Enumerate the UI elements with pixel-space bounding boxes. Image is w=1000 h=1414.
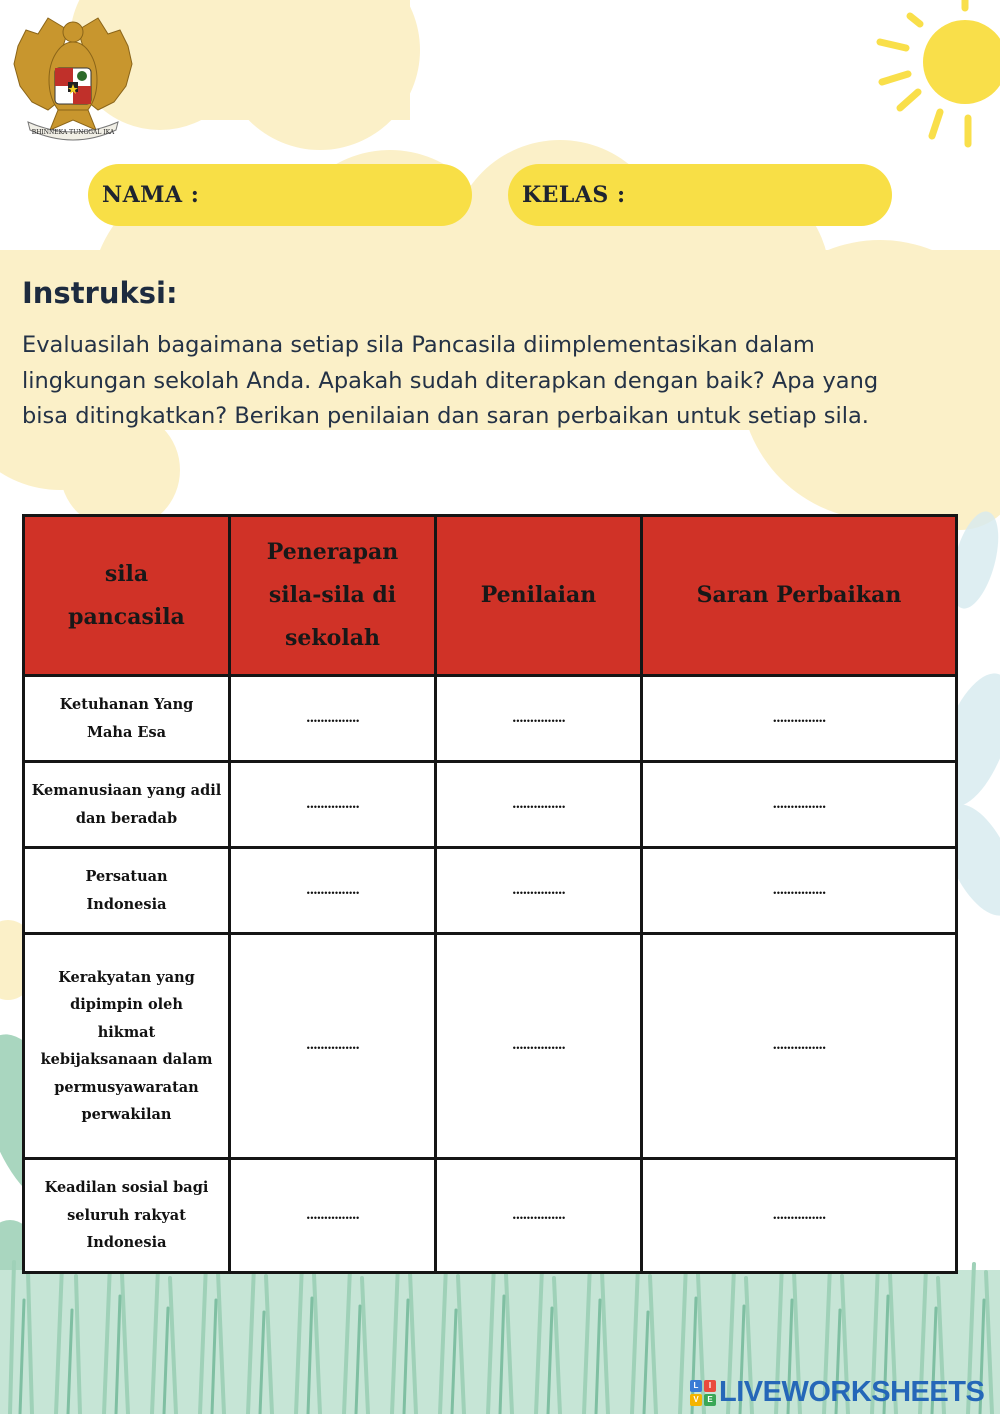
instructions-title: Instruksi: [22, 276, 178, 310]
nama-label: NAMA : [102, 182, 200, 208]
penerapan-input[interactable]: ............... [230, 676, 436, 762]
sun-icon [870, 0, 1000, 150]
header-penerapan: Penerapan sila-sila di sekolah [230, 516, 436, 676]
table-row [24, 934, 957, 1159]
saran-input[interactable]: ............... [642, 848, 957, 934]
logo-squares-icon: L I V E [690, 1380, 716, 1406]
saran-input[interactable]: ............... [642, 676, 957, 762]
penilaian-input[interactable]: ............... [436, 1159, 642, 1273]
sila-cell: Kerakyatan yang dipimpin oleh hikmat kebijaksanaan dalam permusyawaratan perwakilan [24, 934, 230, 1159]
penilaian-input[interactable]: ............... [436, 762, 642, 848]
saran-input[interactable]: ............... [642, 1159, 957, 1273]
sila-cell: Persatuan Indonesia [24, 848, 230, 934]
evaluation-table [22, 514, 958, 1274]
table-row [24, 1159, 957, 1273]
penerapan-input[interactable]: ............... [230, 1159, 436, 1273]
liveworksheets-logo [690, 1376, 984, 1409]
header-saran-perbaikan: Saran Perbaikan [642, 516, 957, 676]
table-header-row [24, 516, 957, 676]
liveworksheets-brand: LIVEWORKSHEETS [719, 1376, 985, 1408]
sila-cell: Keadilan sosial bagi seluruh rakyat Indonesia [24, 1159, 230, 1273]
table-row [24, 676, 957, 762]
saran-input[interactable]: ............... [642, 934, 957, 1159]
penerapan-input[interactable]: ............... [230, 762, 436, 848]
sila-cell: Kemanusiaan yang adil dan beradab [24, 762, 230, 848]
kelas-label: KELAS : [522, 182, 626, 208]
sila-cell: Ketuhanan Yang Maha Esa [24, 676, 230, 762]
penerapan-input[interactable]: ............... [230, 848, 436, 934]
emblem-motto: BHINNEKA TUNGGAL IKA [31, 129, 115, 136]
table-row [24, 848, 957, 934]
kelas-field[interactable] [508, 164, 892, 226]
penilaian-input[interactable]: ............... [436, 848, 642, 934]
instructions-body: Evaluasilah bagaimana setiap sila Pancasila diimplementasikan dalam lingkungan sekolah Anda. Apakah sudah diterapkan dengan baik? Apa yang bisa ditingkatkan? Berikan penilaian dan saran perbaikan untuk setiap sila. [22, 332, 879, 429]
penilaian-input[interactable]: ............... [436, 676, 642, 762]
saran-input[interactable]: ............... [642, 762, 957, 848]
header-penilaian: Penilaian [436, 516, 642, 676]
nama-field[interactable] [88, 164, 472, 226]
table-row [24, 762, 957, 848]
penerapan-input[interactable]: ............... [230, 934, 436, 1159]
penilaian-input[interactable]: ............... [436, 934, 642, 1159]
header-sila-pancasila: sila pancasila [24, 516, 230, 676]
cloud-decoration [0, 0, 1000, 530]
garuda-emblem [8, 10, 138, 145]
